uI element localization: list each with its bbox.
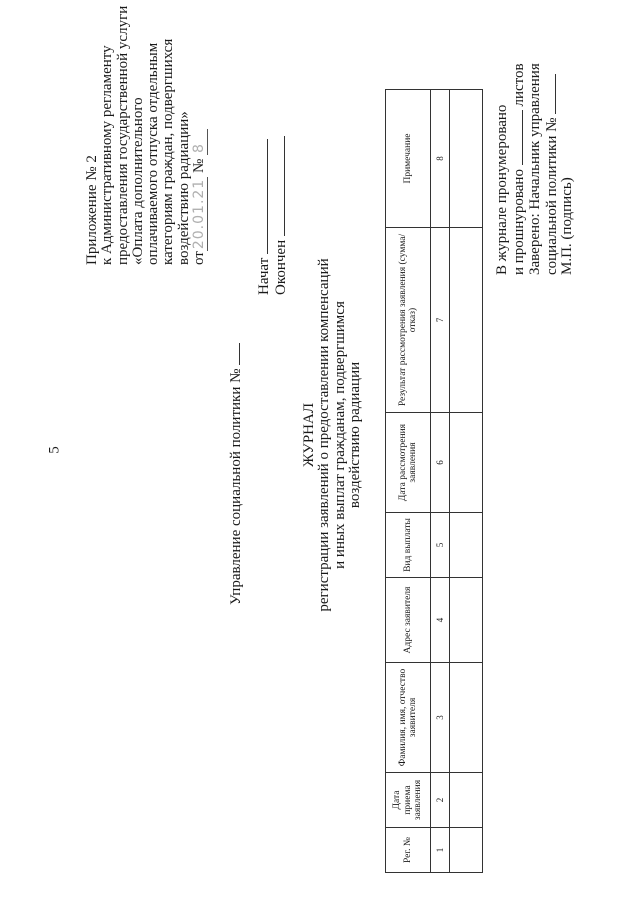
column-header: Рег. № bbox=[386, 828, 431, 873]
journal-table bbox=[385, 89, 483, 873]
column-number: 6 bbox=[431, 413, 450, 513]
journal-footer bbox=[495, 0, 575, 275]
column-header: Результат рассмотрения заявления (сумма/отказ) bbox=[386, 228, 431, 413]
footer-line bbox=[543, 0, 560, 275]
department-number-blank bbox=[543, 74, 556, 114]
appendix-line: воздействию радиации» bbox=[175, 111, 192, 265]
table-header-row bbox=[386, 90, 431, 873]
column-header: Фамилия, имя, отчество заявителя bbox=[386, 663, 431, 773]
journal-title bbox=[302, 235, 363, 635]
footer-line: Заверено: Начальник управления bbox=[526, 63, 543, 275]
appendix-line: оплачиваемого отпуска отдельным bbox=[145, 42, 162, 265]
column-number: 8 bbox=[431, 90, 450, 228]
start-line bbox=[255, 136, 272, 295]
number-prefix: № bbox=[191, 158, 208, 174]
column-number: 7 bbox=[431, 228, 450, 413]
handwritten-date: 20.01.21 bbox=[191, 178, 208, 250]
table-cell bbox=[450, 663, 483, 773]
column-number-row bbox=[431, 90, 450, 873]
table-cell bbox=[450, 773, 483, 828]
journal-dates bbox=[255, 136, 290, 295]
end-line bbox=[272, 136, 289, 295]
title-line: регистрации заявлений о предоставлении компенсаций bbox=[316, 258, 333, 612]
table-row bbox=[450, 90, 483, 873]
table-cell bbox=[450, 578, 483, 663]
sheets-blank bbox=[510, 110, 523, 165]
department-number-blank bbox=[227, 343, 240, 365]
column-header: Вид выплаты bbox=[386, 513, 431, 578]
department-label: Управление социальной политики № bbox=[228, 368, 244, 605]
column-header: Примечание bbox=[386, 90, 431, 228]
end-blank bbox=[272, 136, 285, 236]
appendix-line: к Административному регламенту bbox=[99, 45, 116, 265]
column-header: Адрес заявителя bbox=[386, 578, 431, 663]
start-blank bbox=[255, 139, 268, 254]
footer-line bbox=[510, 0, 527, 275]
footer-line: В журнале пронумеровано bbox=[494, 104, 510, 275]
footer-line: М.П. (подпись) bbox=[559, 177, 576, 275]
column-number: 3 bbox=[431, 663, 450, 773]
appendix-date-line bbox=[192, 5, 208, 265]
footer-text: листов bbox=[511, 63, 528, 107]
column-header: Дата приема заявления bbox=[386, 773, 431, 828]
handwritten-number: 8 bbox=[192, 129, 208, 155]
end-label: Окончен bbox=[273, 239, 290, 295]
title-line: и иных выплат гражданам, подвергшимся bbox=[331, 301, 348, 569]
column-number: 4 bbox=[431, 578, 450, 663]
appendix-header bbox=[85, 5, 208, 265]
department-line bbox=[227, 343, 244, 605]
start-label: Начат bbox=[256, 257, 272, 295]
table-cell bbox=[450, 90, 483, 228]
appendix-line: категориям граждан, подвергшихся bbox=[160, 38, 177, 265]
table-cell bbox=[450, 828, 483, 873]
footer-text: и прошнуровано bbox=[511, 169, 528, 275]
page-number: 5 bbox=[46, 446, 63, 454]
table-cell bbox=[450, 413, 483, 513]
column-number: 5 bbox=[431, 513, 450, 578]
appendix-line: предоставления государственной услуги bbox=[114, 5, 131, 265]
footer-text: социальной политики № bbox=[543, 117, 560, 275]
column-number: 2 bbox=[431, 773, 450, 828]
title-line: воздействию радиации bbox=[346, 361, 363, 509]
appendix-line: «Оплата дополнительного bbox=[129, 97, 146, 265]
column-header: Дата рассмотрения заявления bbox=[386, 413, 431, 513]
table-cell bbox=[450, 513, 483, 578]
column-number: 1 bbox=[431, 828, 450, 873]
appendix-line: Приложение № 2 bbox=[84, 155, 100, 265]
table-cell bbox=[450, 228, 483, 413]
title-heading: ЖУРНАЛ bbox=[301, 402, 317, 468]
date-prefix: от bbox=[191, 251, 208, 265]
